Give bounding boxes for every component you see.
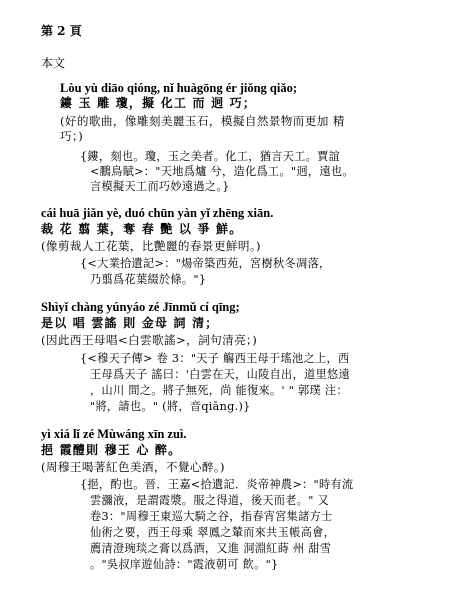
stanza-2-verse: 裁 花 翦 葉，奪 春 艷 以 爭 鮮。 [41, 222, 243, 236]
stanza-3-pinyin: Shìyǐ chàng yúnyáo zé Jīnmǔ cí qīng; [41, 300, 240, 314]
stanza-3-note-line-3: ，山川 間之。將子無死，尚 能復來。' " 郭璞 注： [90, 384, 348, 397]
stanza-3-note-line-2: 王母爲天子 謠曰：'白雲在天，山陵自出，道里悠遠 [90, 368, 350, 381]
stanza-2-note-line-2: 乃翦爲花葉綴於條。"} [90, 273, 207, 286]
stanza-1-note-line-3: 言模擬天工而巧妙遠過之。} [90, 180, 230, 193]
stanza-1-translation-line-2: 巧；) [60, 129, 84, 143]
stanza-4-verse: 挹 霞醴則 穆王 心 醉。 [41, 443, 182, 457]
stanza-4-note-line-2: 雲瀰液，是謂霞漿。服之得道，後天而老。" 又 [90, 494, 330, 507]
stanza-3-verse: 是以 唱 雲謠 則 金母 詞 清； [41, 316, 219, 330]
stanza-4-note-line-5: 薦清澄琬琰之膏以爲酒，又進 洞淵紅蒔 州 甜雪 [90, 542, 332, 555]
stanza-1-pinyin: Lòu yù diāo qióng, nǐ huàgōng ér jiǒng qiǎo; [60, 81, 297, 95]
stanza-1-note-line-2: <鵬鳥賦>："天地爲爐 兮，造化爲工。"迥，遠也。 [90, 165, 354, 178]
stanza-4-note-line-3: 卷3："周穆王東巡大騎之谷，指春宵宮集諸方士 [90, 510, 333, 523]
stanza-4-note-line-4: 仙術之要，西王母乘 翠鳳之輦而來共玉帳高會， [90, 526, 336, 539]
stanza-3-translation-line-1: (因此西王母唱<白雲歌謠>，詞句清亮；) [41, 333, 258, 347]
stanza-1-note-line-1: {鏤，刻也。瓊，玉之美者。化工，猶言天工。賈誼 [80, 150, 341, 163]
stanza-3-note-line-4: "將，請也。" (將，音qiāng.)} [90, 400, 251, 413]
stanza-1-translation-line-1: (好的歌曲，像雕刻美麗玉石，模擬自然景物而更加 精 [60, 114, 345, 128]
stanza-2-translation-line-1: (像剪裁人工花葉，比艷麗的春景更鮮明。) [41, 239, 261, 253]
page-title: 第 2 頁 [41, 24, 82, 38]
stanza-1-verse: 鏤 玉 雕 瓊，擬 化工 而 迥 巧； [60, 96, 257, 110]
stanza-4-note-line-1: {挹，酌也。晉．王嘉<拾遺記．炎帝神農>："時有流 [80, 478, 354, 491]
stanza-4-note-line-6: 。"吳叔庠遊仙詩："霞液朝可 飲。"} [90, 558, 279, 571]
stanza-3-note-line-1: {<穆天子傳> 卷 3："天子 觴西王母于瑤池之上，西 [80, 352, 350, 365]
stanza-2-note-line-1: {<大業拾遺記>："煬帝築西苑，宮樹秋冬凋落， [80, 257, 331, 270]
stanza-4-pinyin: yì xiá lǐ zé Mùwáng xīn zuì. [41, 427, 187, 441]
stanza-2-pinyin: cái huā jiǎn yè, duó chūn yàn yǐ zhēng xiān. [41, 206, 274, 220]
stanza-4-translation-line-1: (周穆王喝著紅色美酒，不覺心醉。) [41, 460, 225, 474]
section-label: 本文 [41, 56, 66, 70]
